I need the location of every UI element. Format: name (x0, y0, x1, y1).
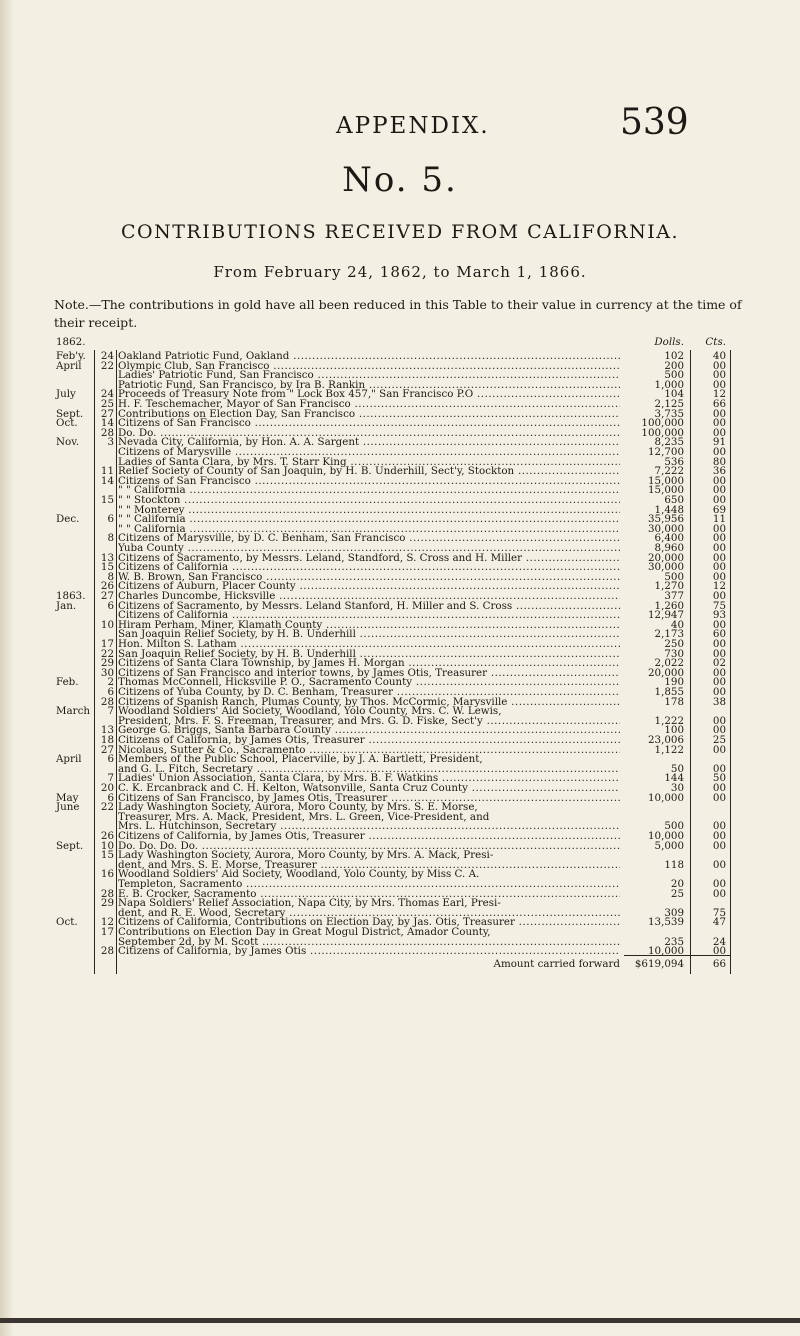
row-description: Thomas McConnell, Hicksville P. O., Sacramento County ..... (118, 676, 620, 688)
row-day: 12 (100, 916, 114, 929)
row-dolls: 178 (664, 695, 684, 708)
row-day: 28 (100, 426, 114, 439)
row-cents: 25 (712, 734, 726, 746)
row-day: 29 (100, 897, 114, 910)
row-month: July (56, 388, 76, 401)
row-description: W. B. Brown, San Francisco ..... (118, 571, 620, 583)
row-day: 16 (100, 868, 114, 881)
row-day: 6 (107, 791, 114, 804)
row-cents: 00 (712, 426, 726, 439)
row-day: 26 (100, 830, 114, 842)
row-month: Oct. (56, 916, 78, 929)
row-description: Citizens of Sacramento, by Messrs. Leland, Standford, S. Cross and H. Miller ..... (118, 552, 620, 564)
row-day: 10 (100, 618, 114, 631)
row-description: E. B. Crocker, Sacramento ..... (118, 888, 620, 900)
row-description: dent, and R. E. Wood, Secretary ..... (118, 907, 620, 919)
row-cents: 00 (712, 522, 726, 535)
row-cents: 00 (712, 666, 726, 679)
row-description: Citizens of California, Contributions on Election Day, by Jas. Otis, Treasurer ..... (118, 916, 620, 928)
row-description: Citizens of Spanish Ranch, Plumas County, by Thos. McCormic, Marysville ..... (118, 696, 620, 708)
row-dolls: 23,006 (647, 734, 684, 746)
row-description: Citizens of Santa Clara Township, by James H. Morgan ..... (118, 657, 620, 669)
row-dolls: 2,125 (654, 398, 684, 410)
row-dolls: 30,000 (647, 561, 684, 574)
total-label: Amount carried forward (493, 958, 620, 970)
row-cents: 00 (712, 532, 726, 545)
row-cents: 38 (712, 695, 726, 708)
row-day: 29 (100, 657, 114, 670)
row-description: dent, and Mrs. S. E. Morse, Treasurer ..... (118, 859, 620, 871)
row-day: 22 (100, 647, 114, 660)
row-description: Citizens of California, by James Otis ..... (118, 945, 620, 957)
row-description: Citizens of California ..... (118, 561, 620, 573)
row-day: 24 (100, 350, 114, 362)
row-month: Feb'y. (56, 350, 86, 362)
row-description: Proceeds of Treasury Note from " Lock Box 457," San Francisco P.O ..... (118, 388, 620, 400)
row-month: Sept. (56, 407, 84, 420)
row-month: May (56, 791, 79, 804)
note-paragraph: Note.—The contributions in gold have all been reduced in this Table to their value in currency at the time of their receipt. (54, 297, 742, 330)
row-dolls: 15,000 (647, 484, 684, 497)
row-dolls: 536 (664, 455, 684, 468)
row-dolls: 10,000 (647, 945, 684, 958)
row-day: 6 (107, 686, 114, 698)
row-dolls: 20,000 (647, 551, 684, 564)
page-gutter-shadow (0, 0, 14, 1336)
row-description: Lady Washington Society, Aurora, Moro County, by Mrs. A. Mack, Presi- (118, 849, 494, 862)
row-dolls: 8,235 (654, 436, 684, 449)
row-day: 8 (107, 532, 114, 545)
total-rule (624, 955, 730, 956)
row-cents: 24 (712, 935, 726, 948)
row-cents: 36 (712, 465, 726, 478)
row-day: 20 (100, 782, 114, 794)
row-dolls: 377 (664, 590, 684, 602)
row-month: April (56, 359, 82, 372)
row-dolls: 1,222 (654, 714, 684, 727)
row-day: 13 (100, 551, 114, 564)
row-dolls: 12,700 (647, 446, 684, 458)
row-description: Contributions on Election Day in Great Mogul District, Amador County, (118, 926, 491, 938)
row-description: Members of the Public School, Placerville, by J. A. Bartlett, President, (118, 753, 483, 766)
row-description: September 2d, by M. Scott ..... (118, 936, 620, 948)
row-day: 28 (100, 887, 114, 900)
row-description: " " California ..... (118, 484, 620, 496)
row-day: 14 (100, 417, 114, 430)
row-cents: 66 (712, 398, 726, 410)
row-description: " " California ..... (118, 523, 620, 535)
row-dolls: 650 (664, 494, 684, 506)
row-month: June (56, 801, 80, 814)
row-dolls: 25 (670, 887, 684, 900)
row-dolls: 118 (664, 858, 684, 871)
row-month: Oct. (56, 417, 78, 430)
row-cents: 50 (712, 772, 726, 785)
row-cents: 00 (712, 743, 726, 756)
row-cents: 00 (712, 542, 726, 554)
row-dolls: 144 (664, 772, 684, 785)
row-cents: 00 (712, 378, 726, 391)
row-cents: 00 (712, 369, 726, 382)
dolls-column-header: Dolls. (654, 336, 684, 348)
row-day: 28 (100, 695, 114, 708)
row-day: 27 (100, 407, 114, 420)
row-cents: 00 (712, 791, 726, 804)
row-description: Nevada City, California, by Hon. A. A. Sargent ..... (118, 436, 620, 448)
row-cents: 00 (712, 474, 726, 487)
row-dolls: 10,000 (647, 791, 684, 804)
table-number-heading: No. 5. (342, 160, 458, 200)
row-month: Nov. (56, 436, 80, 449)
row-month: Sept. (56, 839, 84, 852)
page-edge-bar (0, 1318, 800, 1323)
table-header-row (54, 336, 774, 348)
row-description: George G. Briggs, Santa Barbara County ..... (118, 724, 620, 736)
row-description: Napa Soldiers' Relief Association, Napa City, by Mrs. Thomas Earl, Presi- (118, 897, 501, 910)
row-day: 8 (107, 570, 114, 583)
row-description: Oakland Patriotic Fund, Oakland ..... (118, 350, 620, 362)
row-cents: 00 (712, 647, 726, 660)
row-dolls: 10,000 (647, 830, 684, 842)
row-cents: 00 (712, 830, 726, 842)
row-dolls: 500 (664, 820, 684, 833)
row-day: 30 (100, 666, 114, 679)
row-description: San Joaquin Relief Society, by H. B. Underhill ..... (118, 628, 620, 640)
row-description: Ladies' Union Association, Santa Clara, by Mrs. B. F. Watkins ..... (118, 772, 620, 784)
row-cents: 47 (712, 916, 726, 929)
row-description: Citizens of Marysville ..... (118, 446, 620, 458)
row-day: 15 (100, 561, 114, 574)
page-header (0, 100, 800, 143)
row-description: Citizens of Marysville, by D. C. Benham, San Francisco ..... (118, 532, 620, 544)
document-subtitle: From February 24, 1862, to March 1, 1866. (213, 263, 587, 281)
row-dolls: 50 (670, 762, 684, 775)
row-month: Dec. (56, 513, 80, 526)
row-description: President, Mrs. F. S. Freeman, Treasurer, and Mrs. G. D. Fiske, Sect'y ..... (118, 715, 620, 727)
row-dolls: 309 (664, 906, 684, 919)
row-dolls: 6,400 (654, 532, 684, 545)
row-day: 14 (100, 474, 114, 487)
row-day: 27 (100, 743, 114, 756)
row-description: Citizens of San Francisco ..... (118, 417, 620, 429)
row-day: 7 (107, 705, 114, 718)
row-description: San Joaquin Relief Society, by H. B. Underhill ..... (118, 648, 620, 660)
row-dolls: 35,956 (647, 513, 684, 526)
row-cents: 00 (712, 590, 726, 602)
row-cents: 02 (712, 657, 726, 670)
row-description: Nicolaus, Sutter & Co., Sacramento ..... (118, 744, 620, 756)
row-dolls: 13,539 (647, 916, 684, 929)
row-dolls: 190 (664, 676, 684, 689)
row-description: Templeton, Sacramento ..... (118, 878, 620, 890)
row-day: 6 (107, 753, 114, 766)
row-dolls: 3,735 (654, 407, 684, 420)
row-day: 25 (100, 398, 114, 410)
row-day: 15 (100, 494, 114, 506)
row-dolls: 1,270 (654, 580, 684, 593)
row-description: Charles Duncombe, Hicksville ..... (118, 590, 620, 602)
row-day: 26 (100, 580, 114, 593)
row-day: 27 (100, 590, 114, 602)
row-description: H. F. Teschemacher, Mayor of San Francisco ..... (118, 398, 620, 410)
document-title: CONTRIBUTIONS RECEIVED FROM CALIFORNIA. (121, 221, 679, 243)
row-dolls: 8,960 (654, 542, 684, 554)
row-cents: 80 (712, 455, 726, 468)
row-cents: 00 (712, 638, 726, 650)
row-day: 6 (107, 599, 114, 612)
row-description: Citizens of Auburn, Placer County ..... (118, 580, 620, 592)
row-cents: 00 (712, 407, 726, 420)
row-day: 24 (100, 388, 114, 401)
row-dolls: 250 (664, 638, 684, 650)
row-day: 7 (107, 772, 114, 785)
row-day: 15 (100, 849, 114, 862)
row-description: " " California ..... (118, 513, 620, 525)
row-dolls: 7,222 (654, 465, 684, 478)
row-cents: 11 (712, 513, 726, 526)
row-month: April (56, 753, 82, 766)
row-dolls: 104 (664, 388, 684, 401)
row-dolls: 15,000 (647, 474, 684, 487)
row-cents: 93 (712, 609, 726, 622)
total-cts: 66 (712, 958, 726, 970)
row-description: Do. Do. Do. Do. ..... (118, 840, 620, 852)
row-cents: 00 (712, 359, 726, 372)
row-cents: 12 (712, 388, 726, 401)
row-dolls: 235 (664, 935, 684, 948)
row-dolls: 1,000 (654, 378, 684, 391)
row-cents: 00 (712, 686, 726, 698)
row-cents: 12 (712, 580, 726, 593)
row-cents: 00 (712, 839, 726, 852)
row-description: Citizens of Sacramento, by Messrs. Leland Stanford, H. Miller and S. Cross ..... (118, 600, 620, 612)
row-day: 10 (100, 839, 114, 852)
row-description: Hiram Perham, Miner, Klamath County ..... (118, 619, 620, 631)
row-cents: 00 (712, 494, 726, 506)
row-dolls: 730 (664, 647, 684, 660)
row-day: 17 (100, 926, 114, 938)
running-head: APPENDIX. (336, 113, 490, 139)
row-dolls: 1,855 (654, 686, 684, 698)
row-dolls: 20,000 (647, 666, 684, 679)
row-cents: 75 (712, 906, 726, 919)
row-description: Citizens of San Francisco, by James Otis, Treasurer ..... (118, 792, 620, 804)
row-cents: 00 (712, 446, 726, 458)
row-cents: 75 (712, 599, 726, 612)
row-day: 22 (100, 801, 114, 814)
row-cents: 40 (712, 350, 726, 362)
row-dolls: 1,122 (654, 743, 684, 756)
row-day: 17 (100, 638, 114, 650)
row-description: Citizens of San Francisco ..... (118, 475, 620, 487)
row-cents: 00 (712, 570, 726, 583)
row-description: Do. Do. ..... (118, 427, 620, 439)
row-cents: 00 (712, 878, 726, 890)
row-description: Citizens of Yuba County, by D. C. Benham, Treasurer ..... (118, 686, 620, 698)
row-dolls: 2,022 (654, 657, 684, 670)
row-dolls: 5,000 (654, 839, 684, 852)
row-description: and G. L. Fitch, Secretary ..... (118, 763, 620, 775)
row-cents: 00 (712, 820, 726, 833)
row-description: Citizens of California, by James Otis, Treasurer ..... (118, 830, 620, 842)
row-cents: 00 (712, 484, 726, 497)
row-description: C. K. Ercanbrack and C. H. Kelton, Watsonville, Santa Cruz County ..... (118, 782, 620, 794)
cts-column-header: Cts. (705, 336, 726, 348)
row-day: 22 (100, 359, 114, 372)
row-description: Citizens of California, by James Otis, Treasurer ..... (118, 734, 620, 746)
row-month: Feb. (56, 676, 79, 689)
row-dolls: 30,000 (647, 522, 684, 535)
row-description: Ladies of Santa Clara, by Mrs. T. Starr King ..... (118, 456, 620, 468)
row-dolls: 1,260 (654, 599, 684, 612)
row-description: Lady Washington Society, Aurora, Moro County, by Mrs. S. E. Morse, (118, 801, 478, 814)
row-month: 1863. (56, 590, 86, 602)
row-description: Hon. Milton S. Latham ..... (118, 638, 620, 650)
row-description: Ladies' Patriotic Fund, San Francisco ..... (118, 369, 620, 381)
row-description: Contributions on Election Day, San Francisco ..... (118, 408, 620, 420)
row-cents: 00 (712, 945, 726, 958)
row-month: Jan. (56, 599, 77, 612)
row-dolls: 200 (664, 359, 684, 372)
total-dolls: $619,094 (634, 958, 684, 970)
row-description: Yuba County ..... (118, 542, 620, 554)
row-cents: 00 (712, 887, 726, 900)
row-dolls: 100 (664, 724, 684, 737)
contributions-table (54, 336, 774, 972)
row-cents: 00 (712, 762, 726, 775)
row-description: " " Monterey ..... (118, 504, 620, 516)
total-row (54, 958, 774, 970)
row-cents: 00 (712, 858, 726, 871)
row-description: Treasurer, Mrs. A. Mack, President, Mrs. L. Green, Vice-President, and (118, 810, 490, 823)
row-dolls: 30 (670, 782, 684, 794)
row-dolls: 12,947 (647, 609, 684, 622)
row-cents: 00 (712, 618, 726, 631)
row-description: Citizens of San Francisco and interior towns, by James Otis, Treasurer ..... (118, 667, 620, 679)
row-cents: 91 (712, 436, 726, 449)
row-cents: 00 (712, 714, 726, 727)
row-description: Mrs. L. Hutchinson, Secretary ..... (118, 820, 620, 832)
page-number: 539 (620, 102, 689, 143)
row-cents: 00 (712, 417, 726, 430)
row-description: " " Stockton ..... (118, 494, 620, 506)
row-cents: 69 (712, 503, 726, 516)
row-dolls: 40 (670, 618, 684, 631)
row-cents: 00 (712, 724, 726, 737)
row-dolls: 500 (664, 369, 684, 382)
row-day: 18 (100, 734, 114, 746)
row-description: Citizens of California ..... (118, 609, 620, 621)
row-dolls: 100,000 (641, 426, 684, 439)
year-label: 1862. (56, 336, 86, 348)
row-cents: 00 (712, 561, 726, 574)
row-cents: 00 (712, 551, 726, 564)
row-cents: 00 (712, 676, 726, 689)
row-day: 2 (107, 676, 114, 689)
row-day: 11 (100, 465, 114, 478)
row-description: Woodland Soldiers' Aid Society, Woodland, Yolo County, Mrs. C. W. Lewis, (118, 705, 502, 718)
row-cents: 60 (712, 628, 726, 641)
row-description: Relief Society of County of San Joaquin, by H. B. Underhill, Sect'y, Stockton ..... (118, 465, 620, 477)
row-description: Olympic Club, San Francisco ..... (118, 360, 620, 372)
row-dolls: 102 (664, 350, 684, 362)
row-dolls: 100,000 (641, 417, 684, 430)
row-description: Woodland Soldiers' Aid Society, Woodland, Yolo County, by Miss C. A. (118, 868, 480, 881)
row-dolls: 500 (664, 570, 684, 583)
row-dolls: 2,173 (654, 628, 684, 641)
row-month: March (56, 705, 91, 718)
row-day: 13 (100, 724, 114, 737)
row-day: 3 (107, 436, 114, 449)
row-day: 6 (107, 513, 114, 526)
row-day: 28 (100, 945, 114, 958)
row-description: Patriotic Fund, San Francisco, by Ira B. Rankin ..... (118, 379, 620, 391)
row-cents: 00 (712, 782, 726, 794)
row-dolls: 20 (670, 878, 684, 890)
row-dolls: 1,448 (654, 503, 684, 516)
